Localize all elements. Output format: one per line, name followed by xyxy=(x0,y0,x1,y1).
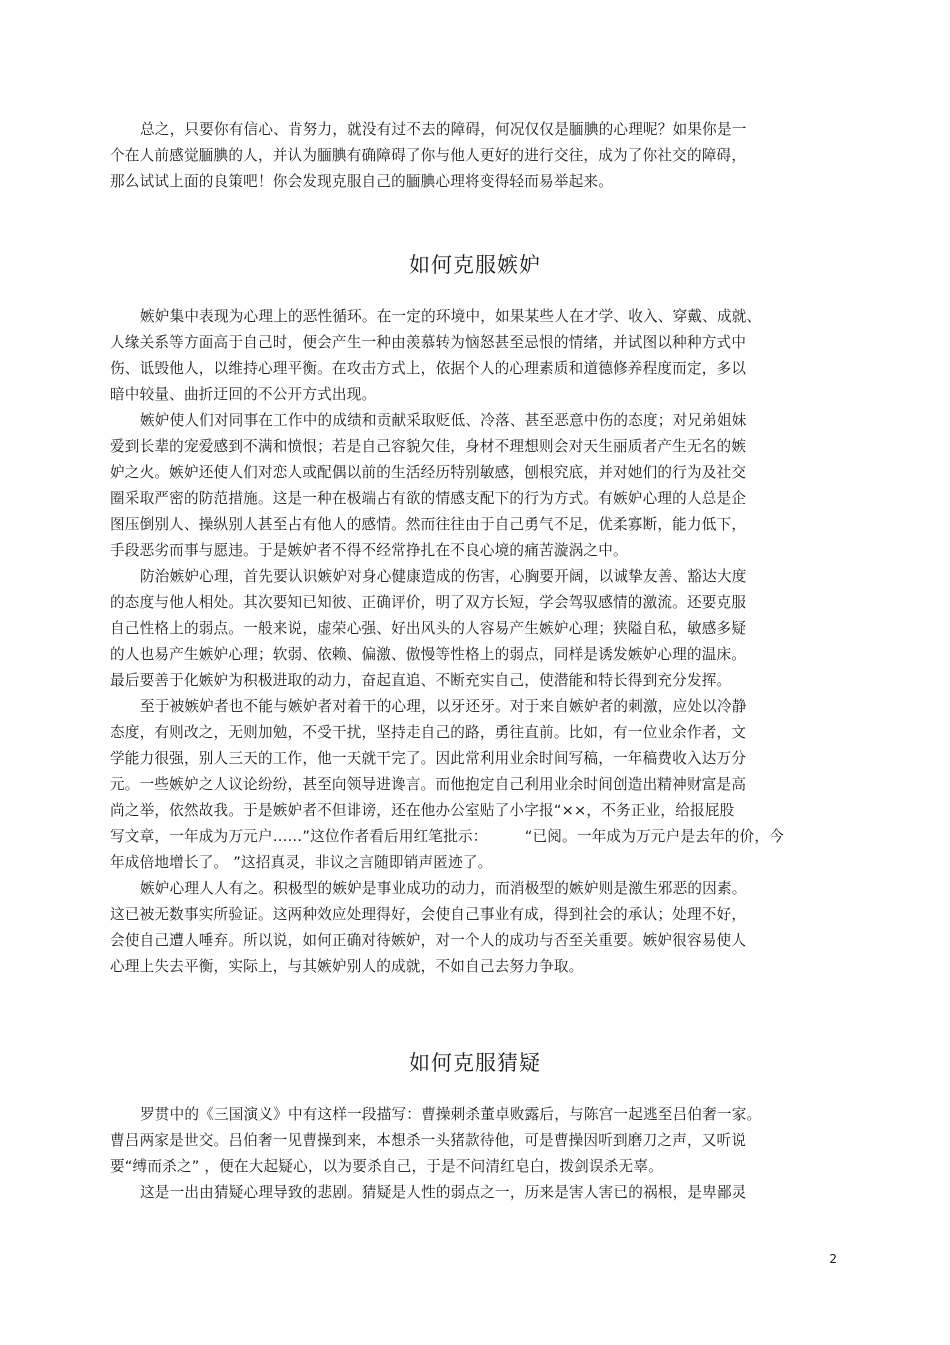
text-line: 会使自己遭人唾弃。所以说，如何正确对待嫉妒，对一个人的成功与否至关重要。嫉妒很容易使人 xyxy=(110,932,747,949)
text-line: 曹吕两家是世交。吕伯奢一见曹操到来，本想杀一头猪款待他，可是曹操因听到磨刀之声，又听说 xyxy=(110,1132,747,1149)
text-line: 嫉妒集中表现为心理上的恶性循环。在一定的环境中，如果某些人在才学、收入、穿戴、成就、 xyxy=(140,308,762,325)
text-line: 人缘关系等方面高于自己时，便会产生一种由羡慕转为恼怒甚至忌恨的情绪，并试图以种种方式中 xyxy=(110,334,747,351)
paragraph xyxy=(110,694,810,876)
text-line: 这是一出由猜疑心理导致的悲剧。猜疑是人性的弱点之一，历来是害人害已的祸根，是卑鄙灵 xyxy=(140,1184,747,1201)
section-body-jealousy xyxy=(110,304,810,980)
text-line: 写文章，一年成为万元户……”这位作者看后用红笔批示： “已阅。一年成为万元户是去年的价，今 xyxy=(110,828,784,845)
paragraph xyxy=(110,564,810,694)
text-line: 暗中较量、曲折迂回的不公开方式出现。 xyxy=(110,386,377,403)
section-body-suspicion xyxy=(110,1102,810,1206)
paragraph xyxy=(110,408,810,564)
text-line: 总之，只要你有信心、肯努力，就没有过不去的障碍，何况仅仅是腼腆的心理呢？如果你是一 xyxy=(140,121,747,138)
text-line: 心理上失去平衡，实际上，与其嫉妒别人的成就，不如自己去努力争取。 xyxy=(110,958,584,975)
section-heading-jealousy: 如何克服嫉妒 xyxy=(409,253,541,277)
text-line: 嫉妒使人们对同事在工作中的成绩和贡献采取贬低、冷落、甚至恶意中伤的态度；对兄弟姐妹 xyxy=(140,412,747,429)
text-line: 伤、诋毁他人，以维持心理平衡。在攻击方式上，依据个人的心理素质和道德修养程度而定，多以 xyxy=(110,360,747,377)
text-line: 的态度与他人相处。其次要知已知彼、正确评价，明了双方长短，学会驾驭感情的激流。还要克服 xyxy=(110,594,747,611)
text-line: 妒之火。嫉妒还使人们对恋人或配偶以前的生活经历特别敏感，刨根究底，并对她们的行为及社交 xyxy=(110,464,747,481)
text-line: 态度，有则改之，无则加勉，不受干扰，坚持走自己的路，勇往直前。比如，有一位业余作者，文 xyxy=(110,724,747,741)
paragraph xyxy=(110,1102,810,1180)
text-line: 爱到长辈的宠爱感到不满和愤恨；若是自己容貌欠佳，身材不理想则会对天生丽质者产生无名的嫉 xyxy=(110,438,747,455)
text-line: 圈采取严密的防范措施。这是一种在极端占有欲的情感支配下的行为方式。有嫉妒心理的人总是企 xyxy=(110,490,747,507)
text-line: 罗贯中的《三国演义》中有这样一段描写：曹操刺杀董卓败露后，与陈宫一起逃至吕伯奢一家。 xyxy=(140,1106,762,1123)
text-line: 这已被无数事实所验证。这两种效应处理得好，会使自己事业有成，得到社会的承认；处理不好， xyxy=(110,906,747,923)
text-line: 嫉妒心理人人有之。积极型的嫉妒是事业成功的动力，而消极型的嫉妒则是激生邪恶的因素。 xyxy=(140,880,747,897)
text-line: 元。一些嫉妒之人议论纷纷，甚至向领导进谗言。而他抱定自己利用业余时间创造出精神财富是高 xyxy=(110,776,747,793)
section-heading-suspicion: 如何克服猜疑 xyxy=(409,1051,541,1075)
text-line: 至于被嫉妒者也不能与嫉妒者对着干的心理，以牙还牙。对于来自嫉妒者的刺激，应处以冷静 xyxy=(140,698,747,715)
paragraph xyxy=(110,1180,810,1206)
paragraph xyxy=(110,304,810,408)
paragraph xyxy=(110,876,810,980)
paragraph xyxy=(110,117,810,195)
text-line: 要“缚而杀之” ，便在大起疑心，以为要杀自己，于是不问清红皂白，拨剑误杀无辜。 xyxy=(110,1158,663,1175)
text-line: 那么试试上面的良策吧！你会发现克服自己的腼腆心理将变得轻而易举起来。 xyxy=(110,173,613,190)
text-line: 手段恶劣而事与愿违。于是嫉妒者不得不经常挣扎在不良心境的痛苦漩涡之中。 xyxy=(110,542,628,559)
text-line: 图压倒别人、操纵别人甚至占有他人的感情。然而往往由于自己勇气不足，优柔寡断，能力低下， xyxy=(110,516,747,533)
text-line: 最后要善于化嫉妒为积极进取的动力，奋起直追、不断充实自己，使潜能和特长得到充分发挥。 xyxy=(110,672,732,689)
text-line: 的人也易产生嫉妒心理；软弱、依赖、偏激、傲慢等性格上的弱点，同样是诱发嫉妒心理的温床。 xyxy=(110,646,747,663)
text-line: 年成倍地增长了。 ”这招真灵，非议之言随即销声匿迹了。 xyxy=(110,854,493,871)
text-line: 学能力很强，别人三天的工作，他一天就干完了。因此常利用业余时间写稿，一年稿费收入达万分 xyxy=(110,750,747,767)
text-line: 防治嫉妒心理，首先要认识嫉妒对身心健康造成的伤害，心胸要开阔，以诚挚友善、豁达大度 xyxy=(140,568,747,585)
intro-paragraph xyxy=(110,117,810,195)
page-number: 2 xyxy=(829,1252,837,1266)
text-line: 尚之举，依然故我。于是嫉妒者不但诽谤，还在他办公室贴了小字报“××，不务正业，给报屁股 xyxy=(110,802,735,819)
text-line: 个在人前感觉腼腆的人，并认为腼腆有确障碍了你与他人更好的进行交往，成为了你社交的障碍， xyxy=(110,147,747,164)
text-line: 自己性格上的弱点。一般来说，虚荣心强、好出风头的人容易产生嫉妒心理；狭隘自私，敏感多疑 xyxy=(110,620,747,637)
